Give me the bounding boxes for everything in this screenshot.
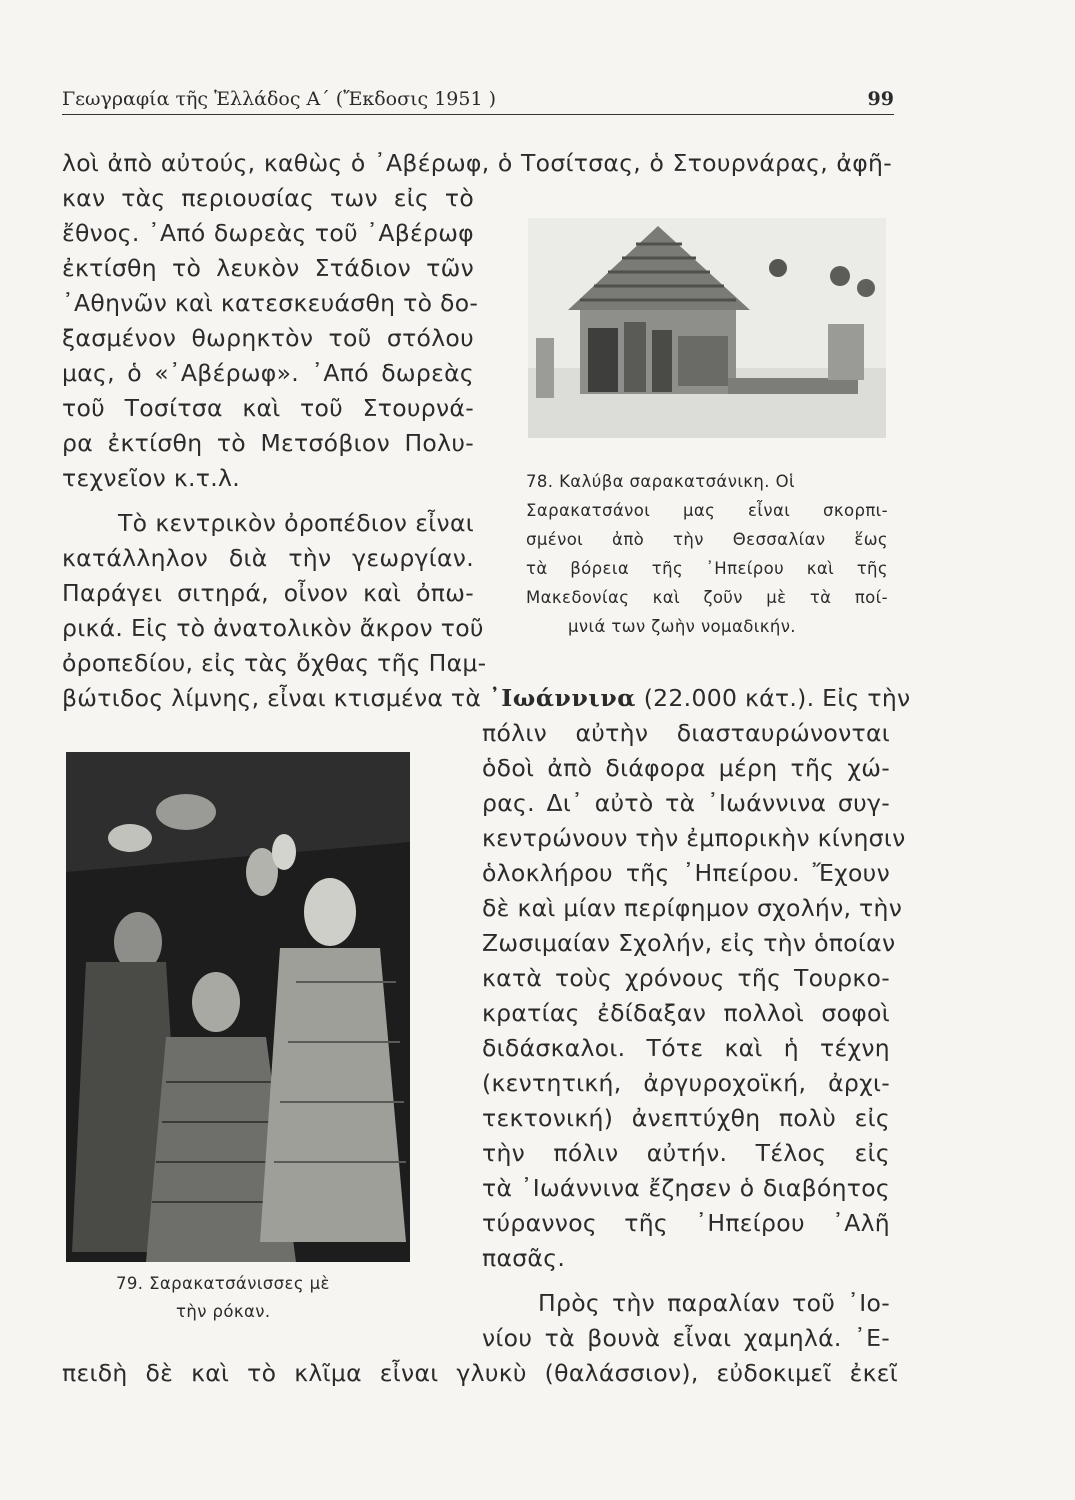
caption-78-line: μνιά των ζωὴν νομαδικήν.	[568, 617, 796, 636]
page-number: 99	[867, 88, 894, 110]
body-line: ρικά. Εἰς τὸ ἀνατολικὸν ἄκρον τοῦ	[62, 614, 484, 642]
caption-78-line: τὰ βόρεια τῆς ᾿Ηπείρου καὶ τῆς	[526, 559, 888, 578]
body-line: ξασμένον θωρηκτὸν τοῦ στόλου	[62, 324, 474, 352]
women-illustration	[66, 752, 410, 1262]
body-line: ἔθνος. ᾿Από δωρεὰς τοῦ ᾿Αβέρωφ	[62, 219, 474, 247]
body-line: τὴν πόλιν αὐτήν. Τέλος εἰς	[482, 1139, 890, 1167]
body-line: κατάλληλον διὰ τὴν γεωργίαν.	[62, 544, 474, 572]
body-line: καν τὰς περιουσίας των εἰς τὸ	[62, 184, 474, 212]
body-line: ὁλοκλήρου τῆς ᾿Ηπείρου. Ἔχουν	[482, 859, 890, 887]
body-line: Ζωσιμαίαν Σχολήν, εἰς τὴν ὁποίαν	[482, 929, 896, 957]
body-line: ὀροπεδίου, εἰς τὰς ὄχθας τῆς Παμ-	[62, 649, 487, 677]
women-photo	[66, 752, 410, 1262]
body-line: τεκτονική) ἀνεπτύχθη πολὺ εἰς	[482, 1104, 890, 1132]
body-line: ρας. Δι᾿ αὐτὸ τὰ ᾿Ιωάννινα συγ-	[482, 789, 890, 817]
body-line: δὲ καὶ μίαν περίφημον σχολήν, τὴν	[482, 894, 903, 922]
body-line: Πρὸς τὴν παραλίαν τοῦ ᾿Ιο-	[538, 1289, 890, 1317]
hut-photo	[528, 218, 886, 438]
body-line: ἐκτίσθη τὸ λευκὸν Στάδιον τῶν	[62, 254, 474, 282]
body-line: πόλιν αὐτὴν διασταυρώνονται	[482, 719, 890, 747]
body-line: κατὰ τοὺς χρόνους τῆς Τουρκο-	[482, 964, 890, 992]
header-title: Γεωγραφία τῆς Ἑλλάδος Α΄ (Ἔκδοσις 1951 )	[62, 88, 497, 110]
running-header	[62, 88, 894, 115]
caption-78-line: Σαρακατσάνοι μας εἶναι σκορπι-	[526, 501, 888, 520]
body-line: Παράγει σιτηρά, οἶνον καὶ ὀπω-	[62, 579, 474, 607]
caption-78-line: σμένοι ἀπὸ τὴν Θεσσαλίαν ἕως	[526, 530, 888, 549]
ioannina-line	[62, 684, 911, 712]
body-line: ρα ἐκτίσθη τὸ Μετσόβιον Πολυ-	[62, 429, 474, 457]
hut-illustration	[528, 218, 886, 438]
body-line: νίου τὰ βουνὰ εἶναι χαμηλά. ᾿Ε-	[482, 1324, 890, 1352]
body-line: ὁδοὶ ἀπὸ διάφορα μέρη τῆς χώ-	[482, 754, 890, 782]
caption-78-line: Μακεδονίας καὶ ζοῦν μὲ τὰ ποί-	[526, 588, 888, 607]
body-line: τὰ ᾿Ιωάννινα ἔζησεν ὁ διαβόητος	[482, 1174, 890, 1202]
body-line: κεντρώνουν τὴν ἐμπορικὴν κίνησιν	[482, 824, 906, 852]
body-line: τοῦ Τοσίτσα καὶ τοῦ Στουρνά-	[62, 394, 474, 422]
body-line: μας, ὁ «᾿Αβέρωφ». ᾿Από δωρεὰς	[62, 359, 474, 387]
ioannina-line-end: (22.000 κάτ.). Εἰς τὴν	[635, 684, 911, 712]
body-line: τεχνεῖον κ.τ.λ.	[62, 464, 240, 492]
caption-79-line: τὴν ρόκαν.	[176, 1302, 271, 1321]
ioannina-bold-name: ᾿Ιωάννινα	[488, 684, 636, 712]
body-line: ᾿Αθηνῶν καὶ κατεσκευάσθη τὸ δο-	[62, 289, 479, 317]
body-line: (κεντητική, ἀργυροχοϊκή, ἀρχι-	[482, 1069, 890, 1097]
body-line: Τὸ κεντρικὸν ὀροπέδιον εἶναι	[118, 509, 474, 537]
body-line: πειδὴ δὲ καὶ τὸ κλῖμα εἶναι γλυκὺ (θαλάσσιον), εὐδοκιμεῖ ἐκεῖ	[62, 1359, 898, 1387]
body-line: λοὶ ἀπὸ αὐτούς, καθὼς ὁ ᾿Αβέρωφ, ὁ Τοσίτσας, ὁ Στουρνάρας, ἀφῆ-	[62, 149, 892, 177]
body-line: πασᾶς.	[482, 1244, 566, 1272]
caption-79-line: 79. Σαρακατσάνισσες μὲ	[116, 1274, 330, 1293]
body-line: διδάσκαλοι. Τότε καὶ ἡ τέχνη	[482, 1034, 890, 1062]
body-line: τύραννος τῆς ᾿Ηπείρου ᾿Αλῆ	[482, 1209, 890, 1237]
caption-78-line: 78. Καλύβα σαρακατσάνικη. Οἱ	[526, 472, 795, 491]
ioannina-line-start: βώτιδος λίμνης, εἶναι κτισμένα τὰ	[62, 684, 489, 712]
body-line: κρατίας ἐδίδαξαν πολλοὶ σοφοὶ	[482, 999, 890, 1027]
